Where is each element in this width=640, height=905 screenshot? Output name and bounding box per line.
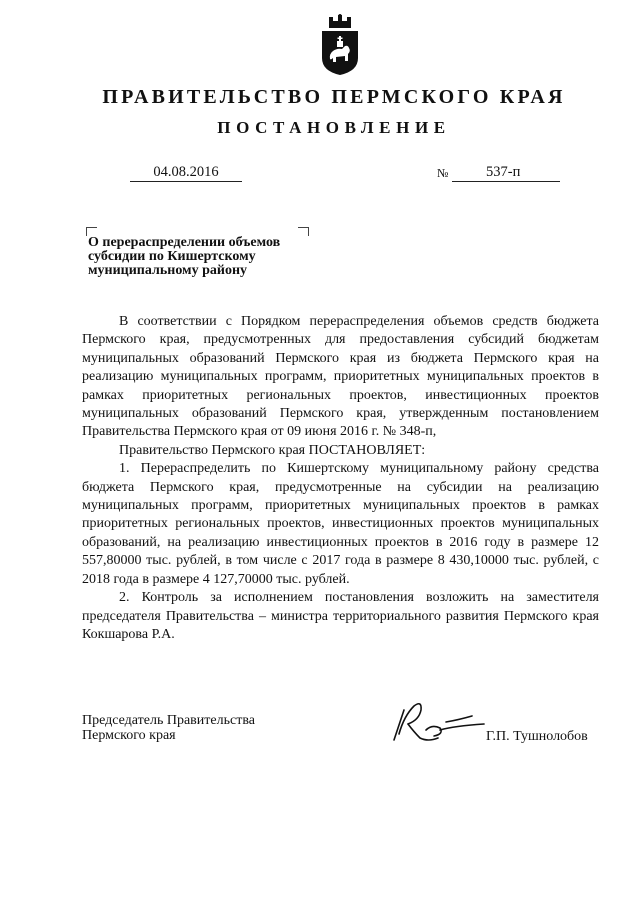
decree-line: Правительство Пермского края ПОСТАНОВЛЯЕТ: — [119, 442, 426, 458]
document-type: ПОСТАНОВЛЕНИЕ — [217, 118, 451, 137]
preamble-paragraph: В соответствии с Порядком перераспределения объемов средств бюджета Пермского края, предусмотренных для предоставления субсидий бюджетам муниципальных образований Пермского края из бюджета Пермского края на реализацию муниципальных программ, приоритетных муниципальных проектов в рамках приоритетных региональных проектов, инвестиционных проектов муниципальных образований Пермского края, утвержденным постановлением Правительства Пермского края от 09 июня 2016 г. № 348-п, — [82, 314, 599, 440]
signatory-title-line: Пермского края — [82, 727, 176, 743]
subject-line: субсидии по Кишертскому — [88, 249, 256, 264]
clause-1: 1. Перераспределить по Кишертскому муниципальному району средства бюджета Пермского края, предусмотренные на субсидии на реализацию муниципальных программ, приоритетных муниципальных проектов в рамках приоритетных региональных проектов, инвестиционных проектов муниципальных образований, на реализацию инвестиционных проектов в 2016 году в размере 12 557,80000 тыс. рублей, в том числе с 2017 года в размере 8 430,10000 тыс. рублей, с 2018 года в размере 4 127,70000 тыс. рублей. — [82, 461, 599, 587]
document-number: 537-п — [486, 164, 521, 180]
subject-corner-right — [298, 227, 309, 236]
clause-2: 2. Контроль за исполнением постановления возложить на заместителя председателя Правительства – министра территориального развития Пермского края Кокшарова Р.А. — [82, 590, 599, 642]
coat-of-arms-icon — [318, 14, 362, 76]
organization-title: ПРАВИТЕЛЬСТВО ПЕРМСКОГО КРАЯ — [102, 86, 566, 108]
document-number-field — [452, 163, 560, 182]
signatory-title — [82, 714, 255, 743]
subject-line: О перераспределении объемов — [88, 235, 281, 250]
signatory-title-line: Председатель Правительства — [82, 713, 255, 728]
handwritten-signature-icon — [388, 694, 486, 746]
number-sign: № — [437, 166, 449, 180]
signatory-name: Г.П. Тушнолобов — [486, 729, 588, 744]
document-subject — [88, 236, 308, 278]
subject-line: муниципальному району — [88, 263, 248, 278]
document-body — [82, 313, 599, 644]
document-date: 04.08.2016 — [130, 163, 242, 182]
